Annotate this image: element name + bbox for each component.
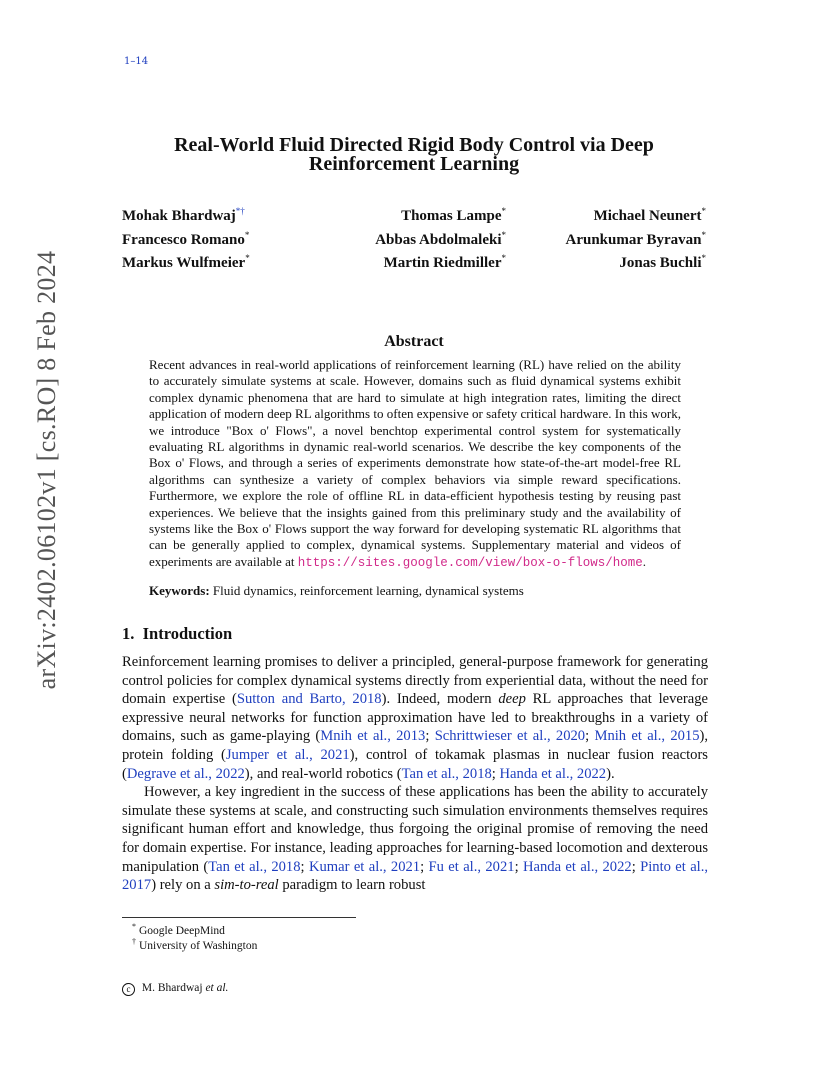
copyright-icon: c — [122, 983, 135, 996]
citation-link[interactable]: Tan et al., 2018 — [401, 765, 492, 782]
citation-link[interactable]: Handa et al., 2022 — [522, 858, 632, 875]
affiliation-mark: * — [501, 253, 506, 263]
footnote — [132, 922, 225, 937]
paragraph: However, a key ingredient in the success of these applications has been the ability to accurately simulate these systems at scale, and constructing such simulation environments themselves requires significant human effort and knowledge, thus forgoing the original promise of removing the need for domain expertise. For instance, leading approaches for learning-based locomotion and dexterous manipulation (Tan et al., 2018; Kumar et al., 2021; Fu et al., 2021; Handa et al., 2022; Pinto et al., 2017) rely on a sim-to-real paradigm to learn robust — [122, 784, 709, 894]
author-name: Michael Neunert — [593, 208, 702, 224]
citation-link[interactable]: Schrittwieser et al., 2020 — [434, 728, 586, 745]
author-column-2 — [334, 202, 506, 273]
footnote — [132, 937, 257, 952]
author-name: Arunkumar Byravan — [565, 231, 702, 248]
citation-link[interactable]: Fu et al., 2021 — [428, 858, 515, 875]
keywords-label: Keywords: — [149, 583, 210, 598]
author-name: Francesco Romano — [122, 231, 245, 248]
author-column-3 — [566, 202, 707, 273]
affiliation-mark: * — [701, 253, 706, 263]
citation-link[interactable]: Jumper et al., 2021 — [225, 746, 350, 763]
author-column-1 — [122, 202, 250, 273]
citation-link[interactable]: Pinto et al., 2017 — [122, 858, 709, 894]
affiliation-mark[interactable]: * — [235, 206, 241, 216]
affiliation-mark: * — [701, 229, 706, 240]
footnote-rule — [122, 917, 356, 918]
footnote-text: Google DeepMind — [139, 924, 225, 937]
dagger-mark[interactable]: † — [240, 206, 245, 216]
emphasis: deep — [498, 691, 526, 708]
footnote-mark: † — [132, 937, 136, 946]
abstract-heading: Abstract — [384, 333, 444, 350]
citation-link[interactable]: Mnih et al., 2013 — [320, 728, 426, 745]
affiliation-mark: * — [501, 206, 506, 216]
copyright-line — [122, 982, 228, 996]
abstract-text: Recent advances in real-world applications of reinforcement learning (RL) have relied on the ability to accurately simulate systems at scale. However, domains such as fluid dynamical systems exhibit complex dynamic phenomena that are hard to simulate at high integration rates, limiting the direct application of modern deep RL algorithms to often expensive or safety critical hardware. In this work, we introduce "Box o' Flows", a novel benchtop experimental control system for systematically evaluating RL algorithms in dynamic real-world scenarios. We describe the key components of the Box o' Flows, and through a series of experiments demonstrate how state-of-the-art model-free RL algorithms can synthesize a variety of complex behaviors via simple reward specifications. Furthermore, we explore the role of offline RL in data-efficient hypothesis testing by reusing past experiences. We believe that the insights gained from this preliminary study and the availability of systems like the Box o' Flows support the way forward for developing systematic RL algorithms that can be generally applied to complex, dynamical systems. Supplementary material and videos of experiments are available at — [149, 357, 681, 569]
section-heading — [122, 624, 232, 644]
keywords-text: Fluid dynamics, reinforcement learning, dynamical systems — [212, 583, 524, 598]
citation-link[interactable]: Kumar et al., 2021 — [308, 858, 421, 875]
affiliation-mark: * — [501, 229, 506, 240]
footnote-mark: * — [132, 922, 136, 931]
affiliation-mark: * — [245, 253, 250, 263]
citation-link[interactable]: Tan et al., 2018 — [208, 858, 301, 875]
affiliation-mark: * — [244, 229, 250, 240]
citation-link[interactable]: Sutton and Barto, 2018 — [236, 691, 382, 708]
paper-title: Real-World Fluid Directed Rigid Body Control via Deep Reinforcement Learning — [174, 134, 654, 175]
section-title: Introduction — [142, 624, 233, 643]
author-name: Mohak Bhardwaj — [122, 208, 236, 224]
footnote-text: University of Washington — [139, 939, 258, 952]
emphasis: sim-to-real — [214, 877, 279, 894]
introduction-body — [122, 653, 708, 895]
section-number: 1. — [122, 624, 135, 643]
page-range: 1–14 — [124, 56, 149, 67]
arxiv-identifier: arXiv:2402.06102v1 [cs.RO] 8 Feb 2024 — [32, 250, 61, 690]
affiliation-mark: * — [701, 206, 706, 216]
keywords — [149, 583, 681, 599]
author-name: Martin Riedmiller — [383, 255, 502, 271]
citation-link[interactable]: Handa et al., 2022 — [499, 765, 607, 782]
abstract-body: Recent advances in real-world applications of reinforcement learning (RL) have relied on the ability to accurately simulate systems at scale. However, domains such as fluid dynamical systems exhibit complex dynamic phenomena that are hard to simulate at high integration rates, limiting the direct application of modern deep RL algorithms to often expensive or safety critical hardware. In this work, we introduce "Box o' Flows", a novel benchtop experimental control system for systematically evaluating RL algorithms in dynamic real-world scenarios. We describe the key components of the Box o' Flows, and through a series of experiments demonstrate how state-of-the-art model-free RL algorithms can synthesize a variety of complex behaviors via simple reward specifications. Furthermore, we explore the role of offline RL in data-efficient hypothesis testing by reusing past experiences. We believe that the insights gained from this preliminary study and the availability of systems like the Box o' Flows support the way forward for developing systematic RL algorithms that can be generally applied to complex, dynamical systems. Supplementary material and videos of experiments are available at https://sites.google.com/view/box-o-flows/home. — [149, 357, 681, 570]
author-name: Thomas Lampe — [401, 208, 502, 224]
supplementary-link[interactable]: https://sites.google.com/view/box-o-flows/home — [297, 555, 643, 570]
paragraph: Reinforcement learning promises to deliver a principled, general-purpose framework for generating control policies for complex dynamical systems directly from experiential data, without the need for domain expertise (Sutton and Barto, 2018). Indeed, modern deep RL approaches that leverage expressive neural networks for function approximation have led to breakthroughs in a variety of domains, such as game-playing (Mnih et al., 2013; Schrittwieser et al., 2020; Mnih et al., 2015), protein folding (Jumper et al., 2021), control of tokamak plasmas in nuclear fusion reactors (Degrave et al., 2022), and real-world robotics (Tan et al., 2018; Handa et al., 2022). — [122, 654, 709, 782]
author-name: Markus Wulfmeier — [122, 255, 246, 271]
author-name: Abbas Abdolmaleki — [375, 231, 502, 248]
copyright-name: M. Bhardwaj — [141, 982, 203, 994]
citation-link[interactable]: Mnih et al., 2015 — [594, 728, 700, 745]
citation-link[interactable]: Degrave et al., 2022 — [126, 765, 245, 782]
copyright-etal: et al. — [205, 982, 229, 994]
author-name: Jonas Buchli — [619, 255, 702, 271]
